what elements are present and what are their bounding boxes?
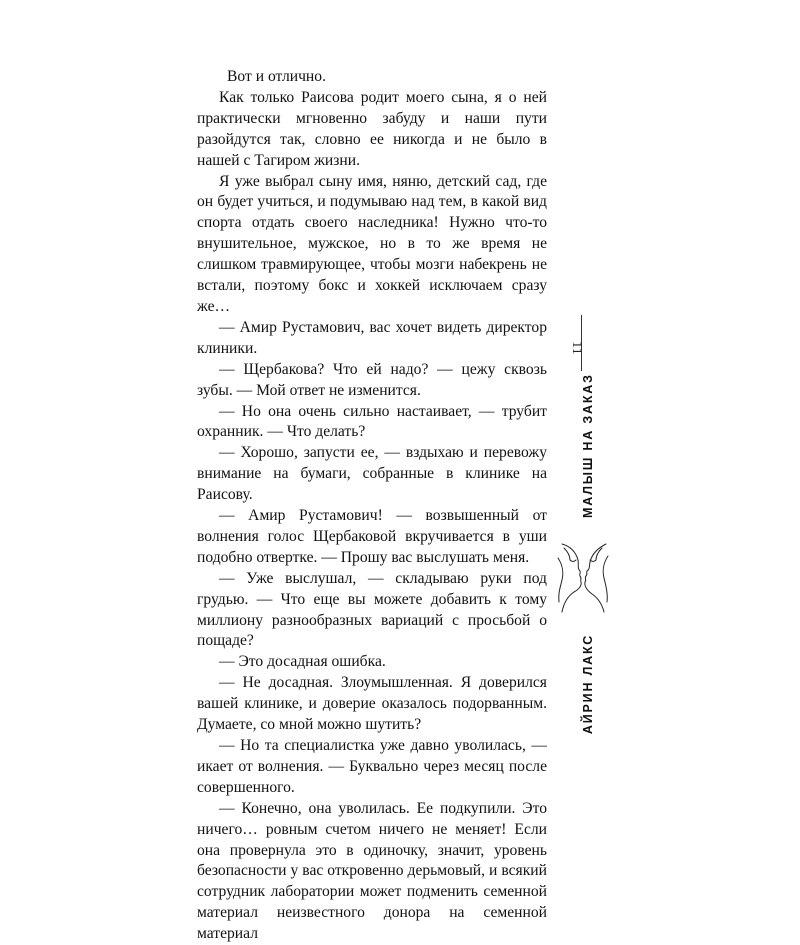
paragraph: — Конечно, она уволилась. Ее подкупили. Это ничего… ровным счетом ничего не меняет! Если она провернула это в одиночку, значит, уровень безопасности у вас откровенно дерьмовый, и всякий сотрудник лаборатории может подменить семенной материал неизвестного донора на семенной материал bbox=[197, 799, 547, 943]
paragraph: Вот и отлично. bbox=[227, 68, 326, 85]
running-title: МАЛЫШ НА ЗАКАЗ bbox=[581, 373, 595, 518]
paragraph: — Но та специалистка уже давно уволилась, — икает от волнения. — Буквально через месяц после совершенного. bbox=[197, 737, 547, 796]
author-name: АЙРИН ЛАКС bbox=[581, 633, 595, 735]
paragraph: — Но она очень сильно настаивает, — трубит охранник. — Что делать? bbox=[197, 402, 547, 441]
paragraph: Я уже выбрал сыну имя, няню, детский сад, где он будет учиться, и подумываю над тем, в какой вид спорта отдать своего наследника! Нужно что-то внушительное, мужское, но в то же время не слишком травмирующее, чтобы мозги набекрень не встали, поэтому бокс и хоккей исключаем сразу же… bbox=[197, 172, 547, 315]
paragraph: — Амир Рустамович, вас хочет видеть директор клиники. bbox=[197, 318, 547, 357]
body-text bbox=[197, 67, 547, 945]
kissing-faces-icon bbox=[556, 540, 610, 614]
paragraph: — Хорошо, запусти ее, — вздыхаю и перевожу внимание на бумаги, собранные в клинике на Раисову. bbox=[197, 444, 547, 504]
paragraph: — Уже выслушал, — складываю руки под грудью. — Что еще вы можете добавить к тому миллиону разнообразных вариаций с просьбой о пощаде? bbox=[197, 569, 547, 650]
paragraph: — Амир Рустамович! — возвышенный от волнения голос Щербаковой вкручивается в уши подобно отвертке. — Прошу вас выслушать меня. bbox=[197, 507, 547, 566]
page-number: 11 bbox=[569, 341, 584, 355]
paragraph: — Щербакова? Что ей надо? — цежу сквозь зубы. — Мой ответ не изменится. bbox=[197, 360, 547, 399]
paragraph: — Это досадная ошибка. bbox=[219, 653, 386, 671]
paragraph: — Не досадная. Злоумышленная. Я доверился вашей клинике, и доверие оказалось подорванным. Думаете, со мной можно шутить? bbox=[197, 674, 547, 734]
paragraph: Как только Раисова родит моего сына, я о ней практически мгновенно забуду и наши пути разойдутся так, словно ее никогда и не было в нашей с Тагиром жизни. bbox=[197, 88, 547, 169]
